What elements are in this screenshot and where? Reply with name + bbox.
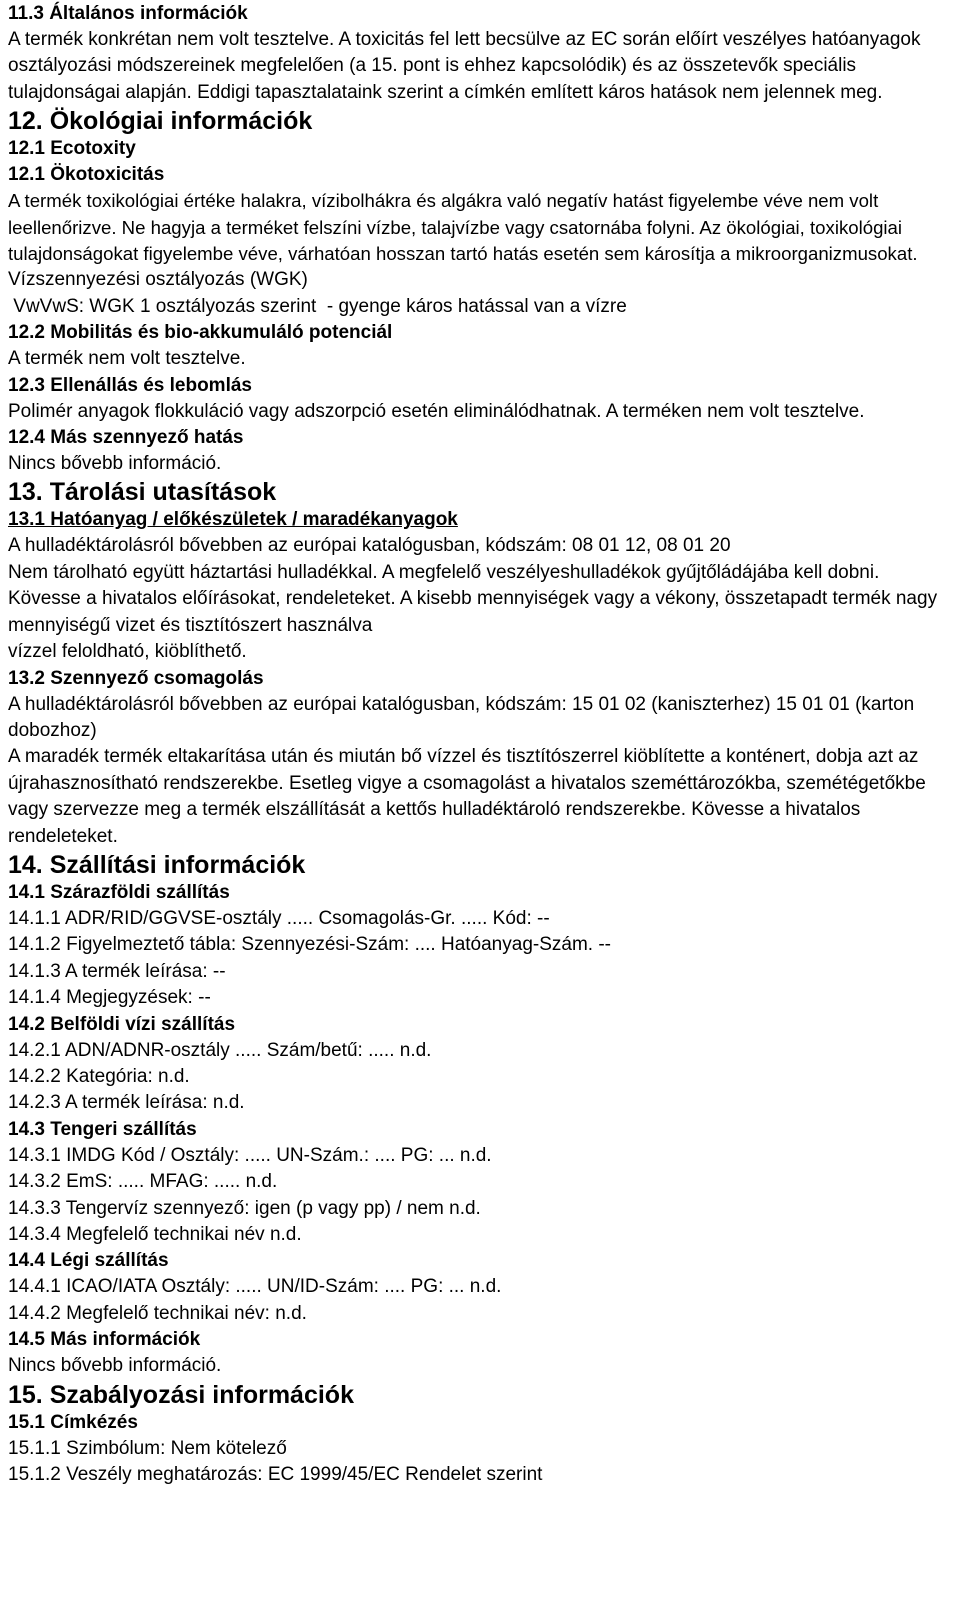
- section-14-2-3: 14.2.3 A termék leírása: n.d.: [8, 1092, 245, 1114]
- section-12-3-text: Polimér anyagok flokkuláció vagy adszorpció esetén eliminálódhatnak. A terméken nem volt tesztelve.: [8, 400, 865, 422]
- section-11-3-heading: 11.3 Általános információk: [8, 3, 248, 24]
- section-12-1-text: A termék toxikológiai értéke halakra, vízibolhákra és algákra való negatív hatást figyelembe véve nem volt leellenőrizve. Ne hagyja a terméket felszíni vízbe, talajvízbe vagy csatornába folyni. Az ökológiai, toxikológiai tulajdonságokat figyelembe véve, várhatóan hosszan tartó hatás esetén sem károsítja a mikroorganizmusokat.: [8, 190, 918, 265]
- section-15-1-1: 15.1.1 Szimbólum: Nem kötelező: [8, 1437, 287, 1459]
- section-15-1-2: 15.1.2 Veszély meghatározás: EC 1999/45/EC Rendelet szerint: [8, 1464, 543, 1486]
- section-13-1-heading: 13.1 Hatóanyag / előkészületek / maradékanyagok: [8, 509, 458, 531]
- section-12-2-text: A termék nem volt tesztelve.: [8, 348, 246, 370]
- section-14-4-heading: 14.4 Légi szállítás: [8, 1250, 169, 1272]
- section-14-2-2: 14.2.2 Kategória: n.d.: [8, 1065, 190, 1087]
- section-14-1-1: 14.1.1 ADR/RID/GGVSE-osztály ..... Csomagolás-Gr. ..... Kód: --: [8, 907, 550, 929]
- section-11-3-text: A termék konkrétan nem volt tesztelve. A toxicitás fel lett becsülve az EC során előírt veszélyes hatóanyagok osztályozási módszereinek megfelelően (a 15. pont is ehhez kapcsolódik) és az összetevők speciális tulajdonságai alapján. Eddigi tapasztalataink szerint a címkén említett káros hatások nem jelennek meg.: [8, 29, 921, 103]
- section-13-2-text: A maradék termék eltakarítása után és miután bő vízzel és tisztítószerrel kiöblítette a konténert, dobja azt az újrahasznosítható rendszerekbe. Esetleg vigye a csomagolást a hivatalos szeméttározókba, szemétégetőkbe vagy szervezze meg a termék elszállítását a kettős hulladéktároló rendszerekbe. Kövesse a hivatalos rendeleteket.: [8, 746, 926, 847]
- section-13-1-code: A hulladéktárolásról bővebben az európai katalógusban, kódszám: 08 01 12, 08 01 20: [8, 535, 731, 557]
- section-12-1-heading-en: 12.1 Ecotoxity: [8, 138, 136, 160]
- section-14-3-2: 14.3.2 EmS: ..... MFAG: ..... n.d.: [8, 1171, 278, 1193]
- section-14-5-text: Nincs bővebb információ.: [8, 1355, 222, 1377]
- section-15-title: 15. Szabályozási információk: [8, 1380, 354, 1409]
- section-14-1-3: 14.1.3 A termék leírása: --: [8, 960, 226, 982]
- section-14-5-heading: 14.5 Más információk: [8, 1329, 201, 1351]
- section-12-4-heading: 12.4 Más szennyező hatás: [8, 427, 244, 449]
- section-12-4-text: Nincs bővebb információ.: [8, 453, 222, 475]
- section-13-1-text: Nem tárolható együtt háztartási hulladékkal. A megfelelő veszélyeshulladékok gyűjtőládájába kell dobni. Kövesse a hivatalos előírásokat, rendeleteket. A kisebb mennyiségek vagy a vékony, összetapadt termék nagy mennyiségű vizet és tisztítószert használva: [8, 561, 938, 636]
- section-14-1-heading: 14.1 Szárazföldi szállítás: [8, 881, 230, 903]
- section-14-title: 14. Szállítási információk: [8, 850, 306, 879]
- section-14-3-3: 14.3.3 Tengervíz szennyező: igen (p vagy pp) / nem n.d.: [8, 1197, 481, 1219]
- section-12-3-heading: 12.3 Ellenállás és lebomlás: [8, 374, 252, 396]
- section-12-2-heading: 12.2 Mobilitás és bio-akkumuláló potenciál: [8, 322, 393, 344]
- section-13-title: 13. Tárolási utasítások: [8, 478, 277, 507]
- section-12-1-heading: 12.1 Ökotoxicitás: [8, 164, 165, 186]
- section-14-3-heading: 14.3 Tengeri szállítás: [8, 1118, 197, 1140]
- section-13-1-text-end: vízzel feloldható, kiöblíthető.: [8, 641, 247, 663]
- section-14-4-2: 14.4.2 Megfelelő technikai név: n.d.: [8, 1302, 307, 1324]
- wgk-label: Vízszennyezési osztályozás (WGK): [8, 269, 308, 291]
- section-14-1-2: 14.1.2 Figyelmeztető tábla: Szennyezési-Szám: .... Hatóanyag-Szám. --: [8, 934, 611, 956]
- section-14-3-1: 14.3.1 IMDG Kód / Osztály: ..... UN-Szám.: .... PG: ... n.d.: [8, 1144, 492, 1166]
- wgk-value: VwVwS: WGK 1 osztályozás szerint - gyenge káros hatással van a vízre: [8, 295, 627, 317]
- section-13-2-code: A hulladéktárolásról bővebben az európai katalógusban, kódszám: 15 01 02 (kaniszterhez) 15 01 01 (karton dobozhoz): [8, 693, 915, 741]
- section-14-4-1: 14.4.1 ICAO/IATA Osztály: ..... UN/ID-Szám: .... PG: ... n.d.: [8, 1276, 502, 1298]
- section-14-2-heading: 14.2 Belföldi vízi szállítás: [8, 1013, 236, 1035]
- section-13-2-heading: 13.2 Szennyező csomagolás: [8, 667, 264, 689]
- section-14-3-4: 14.3.4 Megfelelő technikai név n.d.: [8, 1224, 302, 1245]
- section-12-title: 12. Ökológiai információk: [8, 107, 313, 136]
- section-14-2-1: 14.2.1 ADN/ADNR-osztály ..... Szám/betű: ..... n.d.: [8, 1039, 432, 1061]
- section-15-1-heading: 15.1 Címkézés: [8, 1411, 138, 1433]
- section-14-1-4: 14.1.4 Megjegyzések: --: [8, 987, 211, 1009]
